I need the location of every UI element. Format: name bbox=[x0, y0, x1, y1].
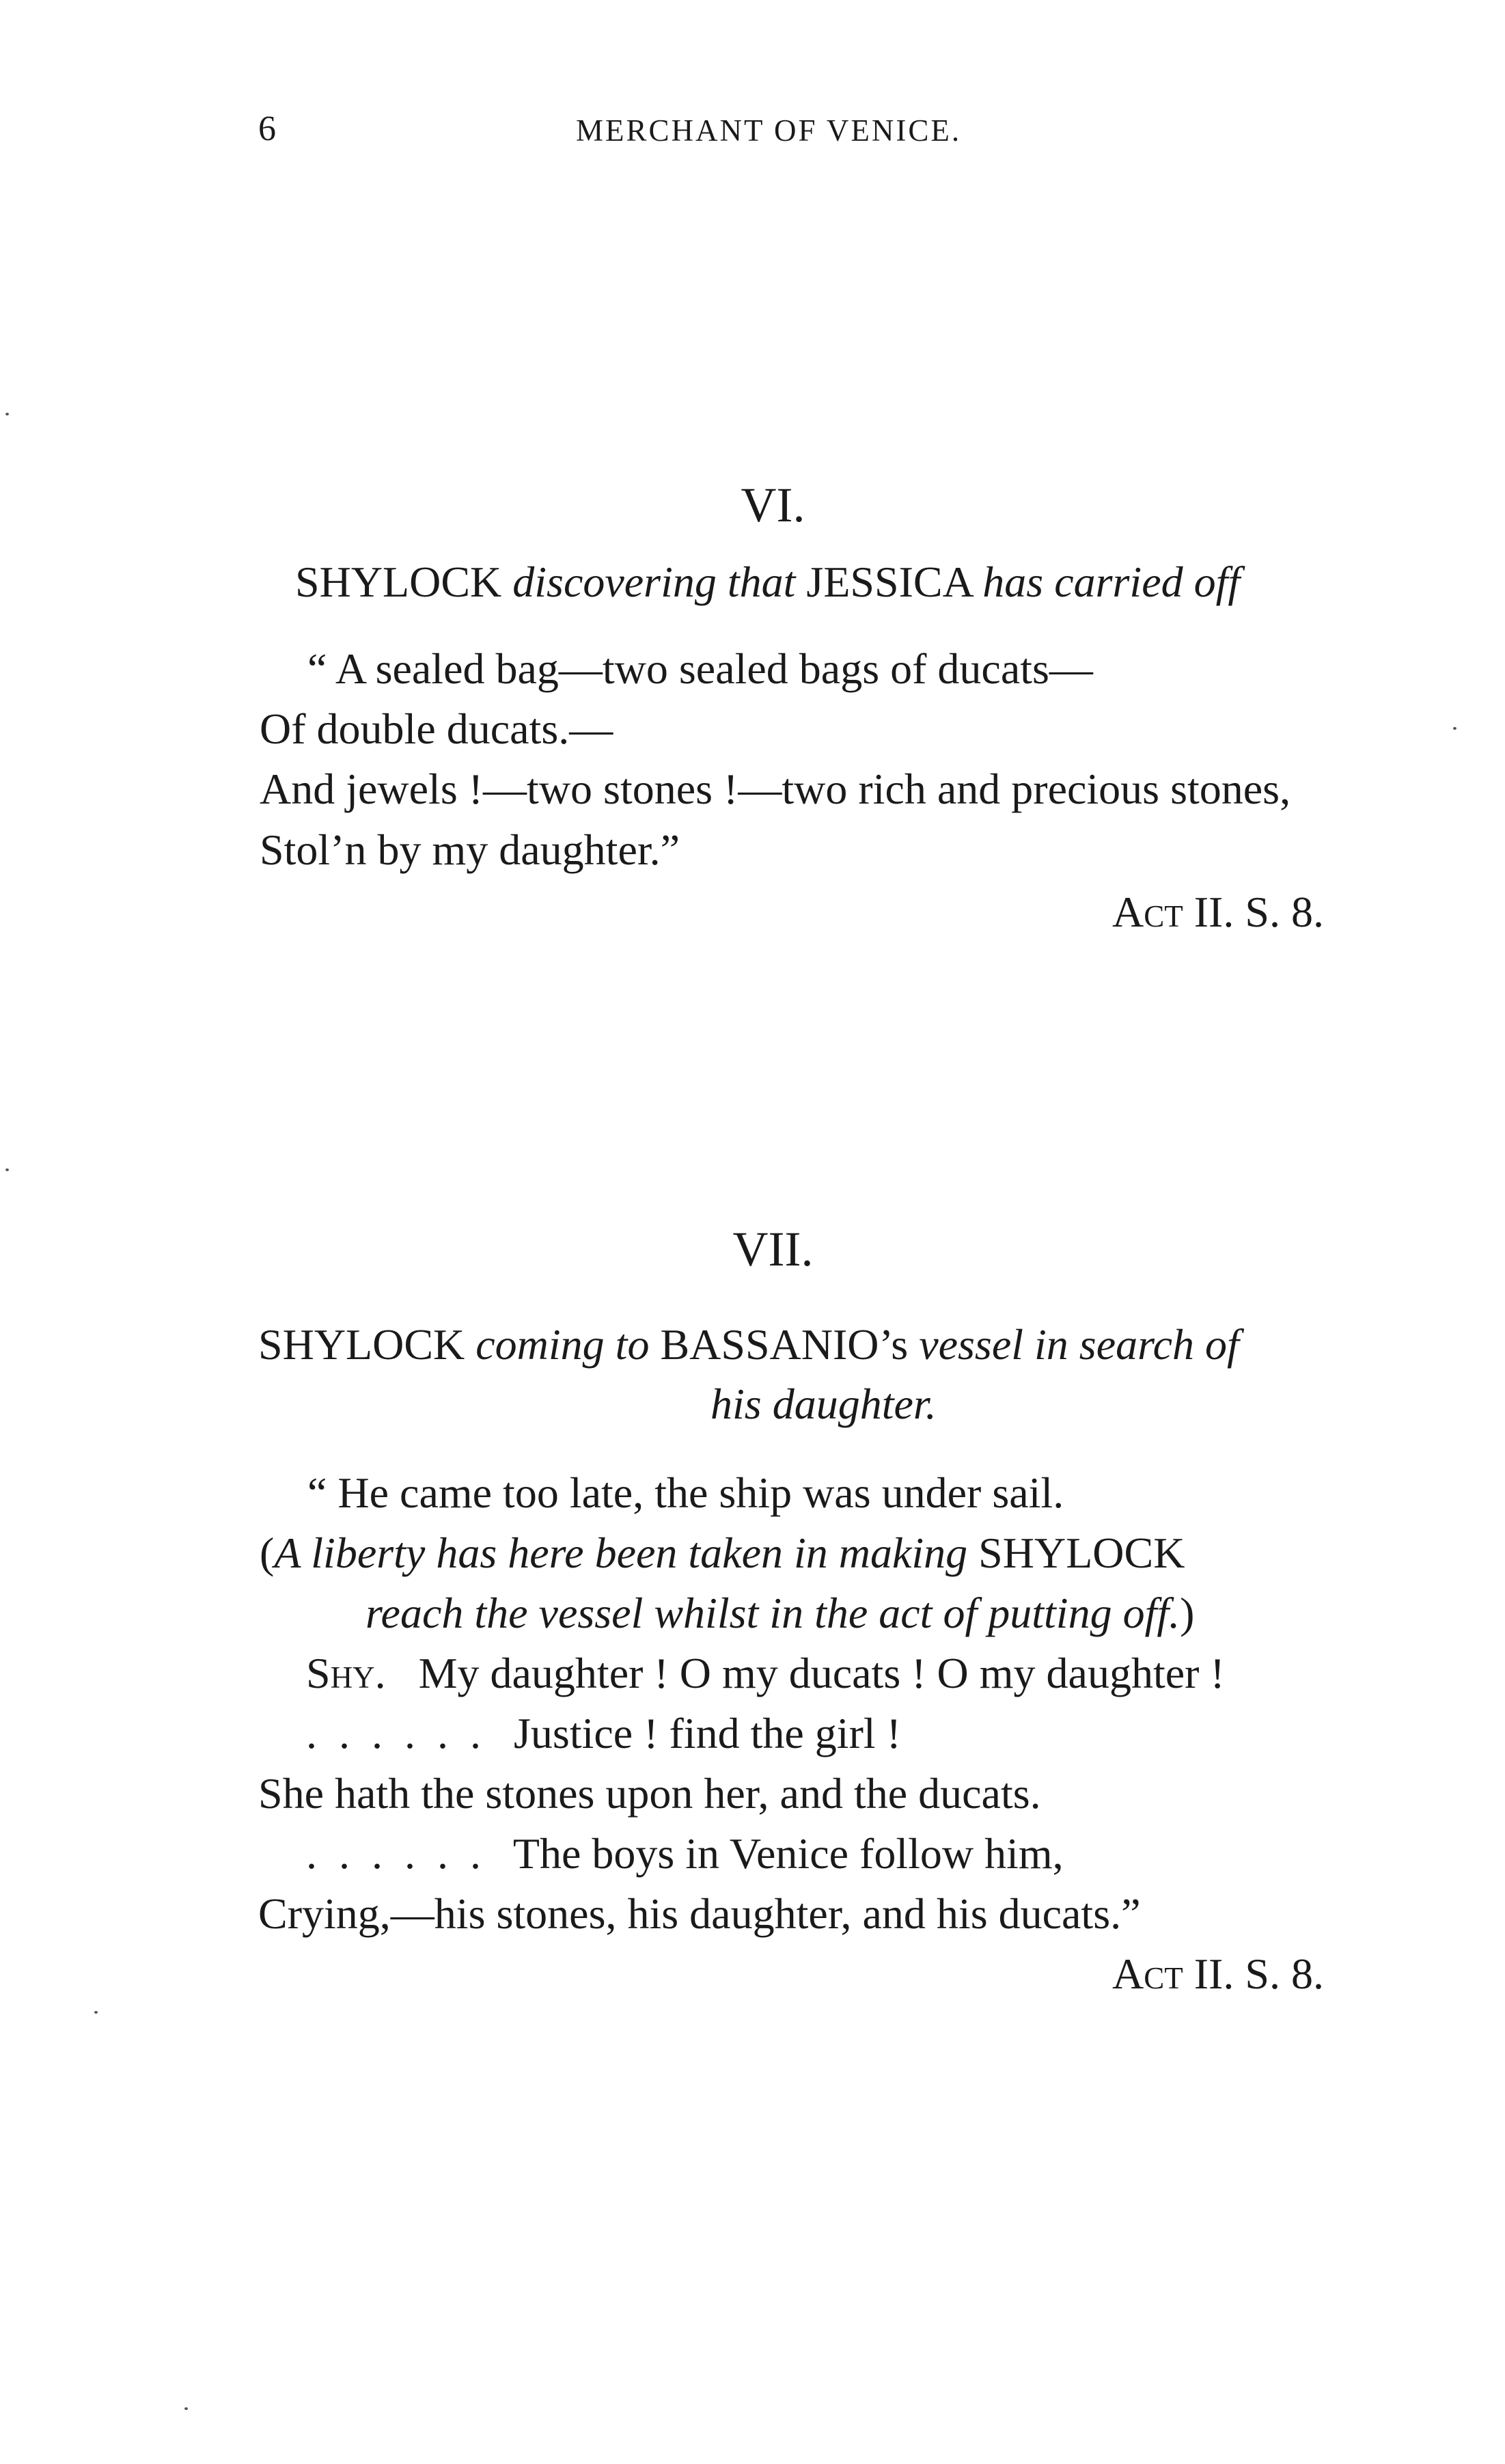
speech-line: She hath the stones upon her, and the ducats. bbox=[258, 1769, 1041, 1818]
speech-text: Justice ! find the girl ! bbox=[514, 1709, 901, 1757]
quote-line: Of double ducats.— bbox=[260, 704, 613, 753]
section-vi-caption bbox=[295, 560, 1240, 604]
caption-italic-text: has carried off bbox=[982, 558, 1241, 606]
speech-line bbox=[306, 1649, 1225, 1697]
quote-line: “ He came too late, the ship was under sail. bbox=[307, 1468, 1064, 1517]
note-italic-text: reach the vessel whilst in the act of putting off. bbox=[365, 1589, 1180, 1637]
ellipsis-dots: ...... bbox=[306, 1709, 503, 1757]
speech-text: The boys in Venice follow him, bbox=[512, 1829, 1064, 1878]
scan-speck bbox=[1453, 727, 1456, 730]
scan-speck bbox=[5, 413, 9, 415]
scan-speck bbox=[5, 1168, 9, 1171]
caption-name-jessica: JESSICA bbox=[806, 558, 972, 606]
quote-line: “ A sealed bag—two sealed bags of ducats— bbox=[307, 644, 1093, 693]
quote-line: And jewels !—two stones !—two rich and precious stones, bbox=[260, 765, 1291, 813]
note-close-paren: ) bbox=[1180, 1589, 1195, 1637]
caption-name-bassanio: BASSANIO’s bbox=[660, 1320, 909, 1369]
scan-speck bbox=[94, 2011, 98, 2014]
stage-note bbox=[260, 1531, 1185, 1575]
note-name-shylock: SHYLOCK bbox=[978, 1529, 1185, 1577]
speech-line bbox=[306, 1709, 901, 1757]
speech-text: My daughter ! O my ducats ! O my daughter ! bbox=[418, 1649, 1225, 1697]
note-italic-text: A liberty has here been taken in making bbox=[274, 1529, 968, 1577]
stage-note-continued bbox=[365, 1591, 1194, 1635]
running-title: MERCHANT OF VENICE. bbox=[576, 113, 962, 148]
section-vii-caption bbox=[258, 1320, 1239, 1369]
speech-line: Crying,—his stones, his daughter, and his ducats.” bbox=[258, 1889, 1141, 1938]
section-vii-number: VII. bbox=[732, 1222, 814, 1276]
caption-italic-text: vessel in search of bbox=[919, 1320, 1239, 1369]
section-vi-number: VI. bbox=[741, 478, 805, 532]
act-scene-reference: Act II. S. 8. bbox=[1112, 888, 1324, 936]
caption-italic-text: coming to bbox=[475, 1320, 650, 1369]
section-vii-caption-continued bbox=[710, 1382, 937, 1426]
scan-speck bbox=[184, 2407, 188, 2410]
act-scene-reference: Act II. S. 8. bbox=[1112, 1949, 1324, 1998]
speaker-label: Shy. bbox=[306, 1649, 386, 1697]
page-number: 6 bbox=[258, 109, 276, 148]
note-open-paren: ( bbox=[260, 1529, 275, 1577]
ellipsis-dots: ...... bbox=[306, 1829, 503, 1878]
quote-line: Stol’n by my daughter.” bbox=[260, 825, 680, 874]
caption-italic-text: his daughter. bbox=[710, 1380, 937, 1428]
caption-italic-text: discovering that bbox=[512, 558, 796, 606]
speech-line bbox=[306, 1829, 1064, 1878]
caption-name-shylock: SHYLOCK bbox=[295, 558, 502, 606]
caption-name-shylock: SHYLOCK bbox=[258, 1320, 465, 1369]
